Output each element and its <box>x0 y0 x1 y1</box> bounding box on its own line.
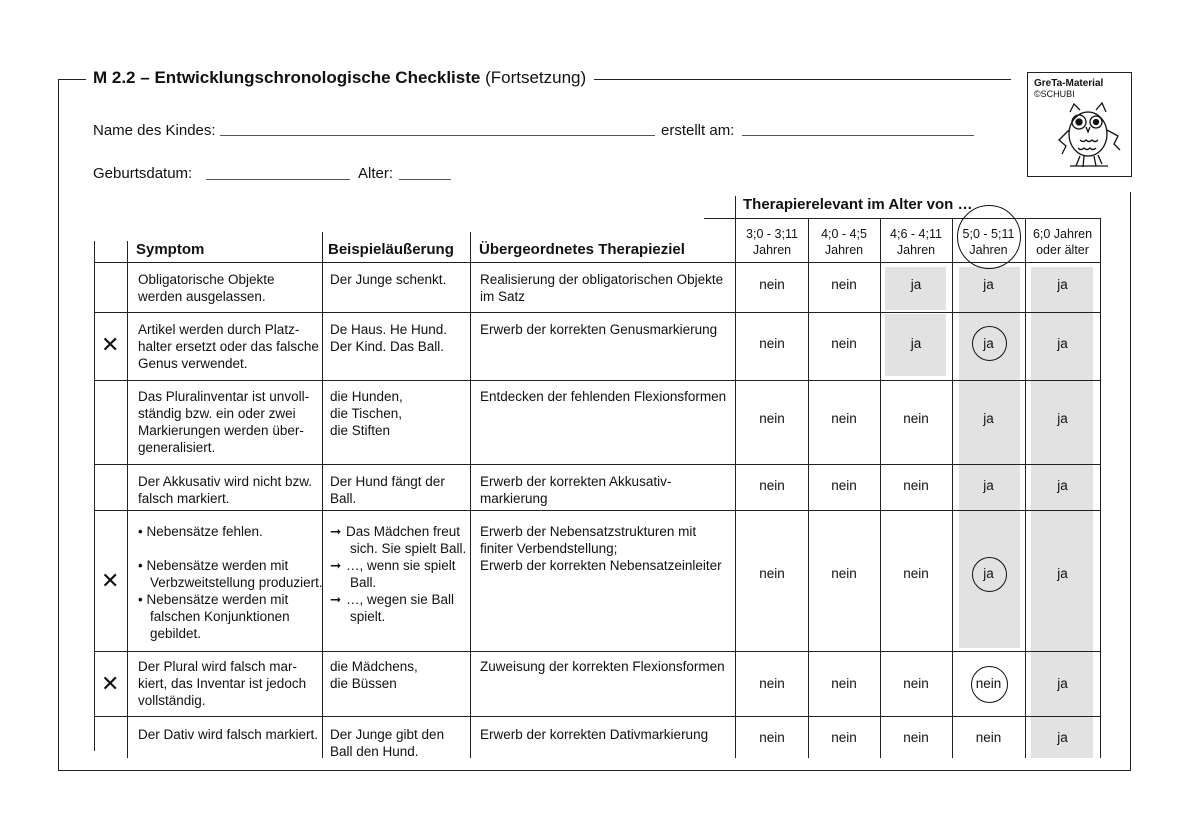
row4-val-2: nein <box>831 478 857 493</box>
row4-example: Der Hund fängt der Ball. <box>330 474 445 506</box>
row6-val-4-circle <box>971 666 1008 703</box>
name-field[interactable] <box>220 135 655 136</box>
row6-symptom: Der Plural wird falsch mar- kiert, das Inventar ist jedoch vollständig. <box>138 659 307 708</box>
row6-check-mark[interactable]: ✕ <box>101 671 120 696</box>
row6-val-2: nein <box>831 676 857 691</box>
age-col-2: 4;0 - 4;5 Jahren <box>821 227 867 257</box>
col-goal: Übergeordnetes Therapieziel <box>479 241 685 258</box>
title-main: Entwicklungschronologische Checkliste <box>154 68 481 87</box>
created-field[interactable] <box>742 135 974 136</box>
row7-val-4: nein <box>975 730 1002 745</box>
row2-val-3: ja <box>910 336 922 351</box>
age-col-3: 4;6 - 4;11 Jahren <box>890 227 942 257</box>
age-col-5: 6;0 Jahren oder älter <box>1032 227 1093 257</box>
row7-symptom: Der Dativ wird falsch markiert. <box>138 727 319 742</box>
row6-goal: Zuweisung der korrekten Flexionsformen <box>480 659 725 674</box>
row2-val-2: nein <box>831 336 857 351</box>
row-rule-5 <box>94 651 1101 652</box>
row3-goal: Entdecken der fehlenden Flexionsformen <box>480 389 727 404</box>
row1-val-4: ja <box>983 277 994 292</box>
row2-example: De Haus. He Hund. Der Kind. Das Ball. <box>330 322 448 354</box>
row3-symptom: Das Pluralinventar ist unvoll- ständig bzw. ein oder zwei Markierungen werden über- generalisiert. <box>138 389 310 455</box>
row4-goal: Erwerb der korrekten Akkusativ- markierung <box>480 474 672 506</box>
row4-val-1: nein <box>759 478 785 493</box>
col-rule-9 <box>1100 219 1101 758</box>
row6-val-3: nein <box>903 676 929 691</box>
greta-logo <box>1027 72 1132 177</box>
title-code: M 2.2 – <box>93 68 150 87</box>
row3-val-2: nein <box>831 411 857 426</box>
row7-val-2: nein <box>831 730 857 745</box>
birth-label: Geburtsdatum: <box>93 165 193 182</box>
created-label: erstellt am: <box>661 122 735 139</box>
arrow-icon: ➞ <box>330 524 342 539</box>
row3-example: die Hunden, die Tischen, die Stiften <box>330 389 403 438</box>
col-rule-2 <box>322 232 323 758</box>
row4-symptom: Der Akkusativ wird nicht bzw. falsch markiert. <box>138 474 313 506</box>
row5-val-5: ja <box>1057 566 1068 581</box>
row2-check-mark[interactable]: ✕ <box>101 332 120 357</box>
age-group-title: Therapierelevant im Alter von … <box>743 196 973 213</box>
row3-val-4: ja <box>983 411 994 426</box>
row3-val-1: nein <box>759 411 785 426</box>
birth-field[interactable] <box>206 179 350 180</box>
row-rule-1 <box>94 312 1101 313</box>
age-label: Alter: <box>358 165 394 182</box>
row2-symptom: Artikel werden durch Platz- halter ersetzt oder das falsche Genus verwendet. <box>138 322 319 371</box>
row7-val-1: nein <box>759 730 785 745</box>
col-rule-1 <box>127 241 128 758</box>
row5-symptom: • Nebensätze fehlen. • Nebensätze werden mit Verbzweitstellung produziert. • Nebensätze werden mit falschen Konjunktionen gebildet. <box>138 524 323 641</box>
row-rule-3 <box>94 464 1101 465</box>
row1-goal: Realisierung der obligatorischen Objekte im Satz <box>480 272 724 304</box>
header-rule <box>94 262 1101 263</box>
row4-val-5: ja <box>1057 478 1068 493</box>
row1-symptom: Obligatorische Objekte werden ausgelassen. <box>138 272 275 304</box>
row2-val-4: ja <box>983 336 994 351</box>
row6-example: die Mädchens, die Büssen <box>330 659 418 691</box>
frame-top-left <box>58 79 86 80</box>
row-rule-6 <box>94 716 1101 717</box>
row-rule-4 <box>94 510 1101 511</box>
name-label: Name des Kindes: <box>93 122 216 139</box>
logo-line2: ©SCHUBI <box>1034 89 1075 99</box>
row1-val-3: ja <box>910 277 922 292</box>
age-group-rule <box>704 218 1101 219</box>
owl-icon <box>1056 100 1126 172</box>
row7-example: Der Junge gibt den Ball den Hund. <box>330 727 445 759</box>
col-example: Beispieläußerung <box>328 241 454 258</box>
row5-val-1: nein <box>759 566 785 581</box>
row6-val-4: nein <box>975 676 1002 691</box>
row4-val-3: nein <box>903 478 929 493</box>
row1-example: Der Junge schenkt. <box>330 272 447 287</box>
age-col-4-circle <box>957 205 1021 269</box>
row5-goal: Erwerb der Nebensatzstrukturen mit finiter Verbendstellung; Erwerb der korrekten Nebensatzeinleiter <box>480 524 722 573</box>
row4-val-4: ja <box>983 478 994 493</box>
row6-val-5: ja <box>1057 676 1068 691</box>
row3-val-3: nein <box>903 411 929 426</box>
row5-val-3: nein <box>903 566 929 581</box>
frame-bottom <box>58 770 1131 771</box>
age-col-4: 5;0 - 5;11 Jahren <box>962 227 1015 257</box>
row1-val-2: nein <box>831 277 857 292</box>
title-subtitle: (Fortsetzung) <box>485 68 587 87</box>
row7-val-3: nein <box>903 730 929 745</box>
age-col-1: 3;0 - 3;11 Jahren <box>746 227 798 257</box>
arrow-icon: ➞ <box>330 558 342 573</box>
logo-line1: GreTa-Material <box>1034 78 1104 89</box>
row2-val-1: nein <box>759 336 785 351</box>
frame-top-right <box>583 79 1011 80</box>
col-symptom: Symptom <box>136 241 205 258</box>
frame-left <box>58 79 59 771</box>
row2-val-5: ja <box>1057 336 1068 351</box>
row6-val-1: nein <box>759 676 785 691</box>
row5-check-mark[interactable]: ✕ <box>101 568 120 593</box>
row3-val-5: ja <box>1057 411 1068 426</box>
row2-goal: Erwerb der korrekten Genusmarkierung <box>480 322 718 337</box>
row-rule-2 <box>94 380 1101 381</box>
row1-val-1: nein <box>759 277 785 292</box>
col-rule-0 <box>94 241 95 751</box>
page-title <box>93 68 594 88</box>
row7-goal: Erwerb der korrekten Dativmarkierung <box>480 727 709 742</box>
arrow-icon: ➞ <box>330 592 342 607</box>
frame-right <box>1130 192 1131 771</box>
row5-example: ➞ Das Mädchen freut sich. Sie spielt Ball. ➞ …, wenn sie spielt Ball. ➞ …, wegen sie Ball spielt. <box>330 524 467 624</box>
row5-val-4: ja <box>983 566 994 581</box>
col-rule-3 <box>470 232 471 758</box>
row7-val-5: ja <box>1057 730 1068 745</box>
row5-val-4-circle <box>972 557 1007 592</box>
row5-val-2: nein <box>831 566 857 581</box>
age-field[interactable] <box>399 179 451 180</box>
row2-val-4-circle <box>972 326 1007 361</box>
row1-val-5: ja <box>1057 277 1068 292</box>
